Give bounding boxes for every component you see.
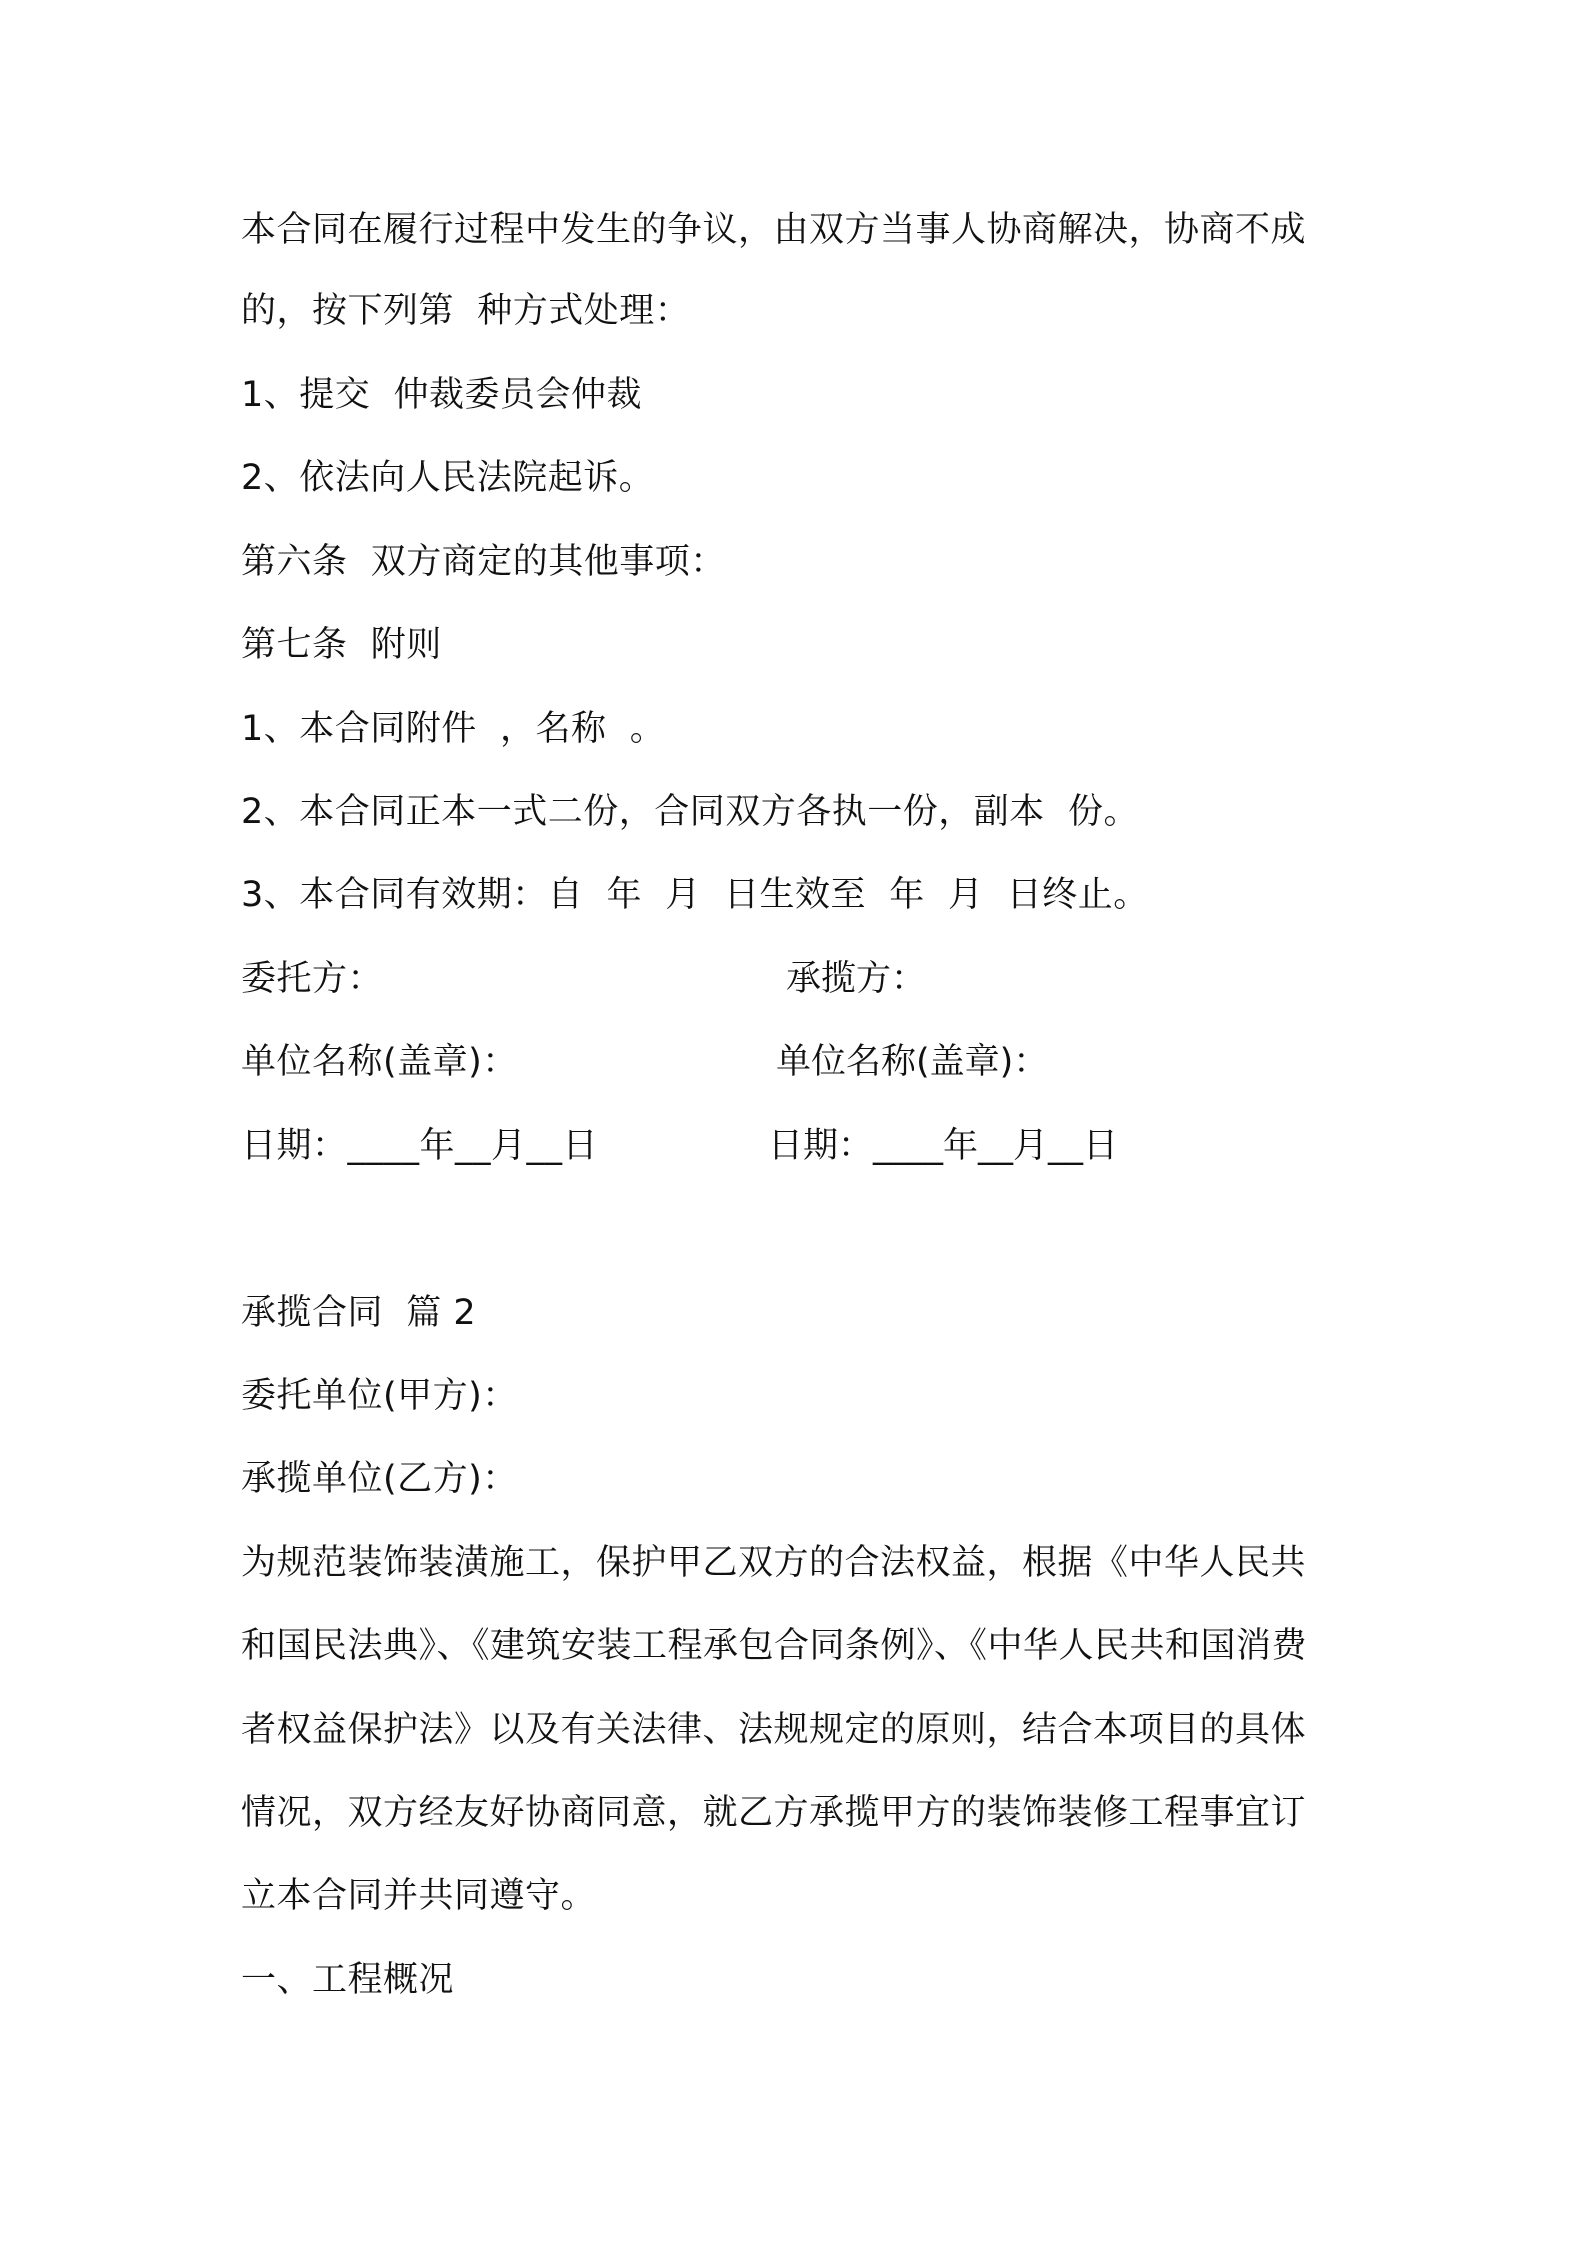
client-unit-name: 单位名称(盖章)：	[241, 1042, 518, 1082]
contractor-label: 承揽方：	[786, 959, 927, 999]
preamble-line-2: 和国民法典》、《建筑安装工程承包合同条例》、《中华人民共和国消费	[241, 1626, 1308, 1666]
appendix-clause-3: 3、本合同有效期：自 年 月 日生效至 年 月 日终止。	[241, 875, 1149, 915]
client-label: 委托方：	[241, 959, 384, 999]
contractor-date: 日期：____年__月__日	[768, 1126, 1119, 1166]
contractor-unit-name: 单位名称(盖章)：	[776, 1042, 1049, 1082]
party-a-label: 委托单位(甲方)：	[241, 1376, 518, 1416]
dispute-option-2: 2、依法向人民法院起诉。	[241, 458, 655, 498]
dispute-clause-line-1: 本合同在履行过程中发生的争议，由双方当事人协商解决，协商不成	[241, 210, 1307, 250]
client-date: 日期：____年__月__日	[241, 1126, 599, 1166]
preamble-line-3: 者权益保护法》以及有关法律、法规规定的原则，结合本项目的具体	[241, 1710, 1307, 1750]
contract-2-title: 承揽合同 篇 2	[241, 1293, 477, 1333]
preamble-line-4: 情况，双方经友好协商同意，就乙方承揽甲方的装饰装修工程事宜订	[241, 1793, 1307, 1833]
article-7-heading: 第七条 附则	[241, 625, 442, 665]
dispute-clause-line-2: 的，按下列第 种方式处理：	[241, 291, 691, 331]
section-heading-project-overview: 一、工程概况	[241, 1960, 455, 2000]
preamble-line-1: 为规范装饰装潢施工，保护甲乙双方的合法权益，根据《中华人民共	[241, 1543, 1307, 1583]
appendix-clause-1: 1、本合同附件 ，名称 。	[241, 709, 666, 749]
article-6-heading: 第六条 双方商定的其他事项：	[241, 542, 726, 582]
dispute-option-1: 1、提交 仲裁委员会仲裁	[241, 375, 643, 415]
party-b-label: 承揽单位(乙方)：	[241, 1459, 518, 1499]
preamble-line-5: 立本合同并共同遵守。	[241, 1876, 597, 1916]
appendix-clause-2: 2、本合同正本一式二份，合同双方各执一份，副本 份。	[241, 792, 1140, 832]
